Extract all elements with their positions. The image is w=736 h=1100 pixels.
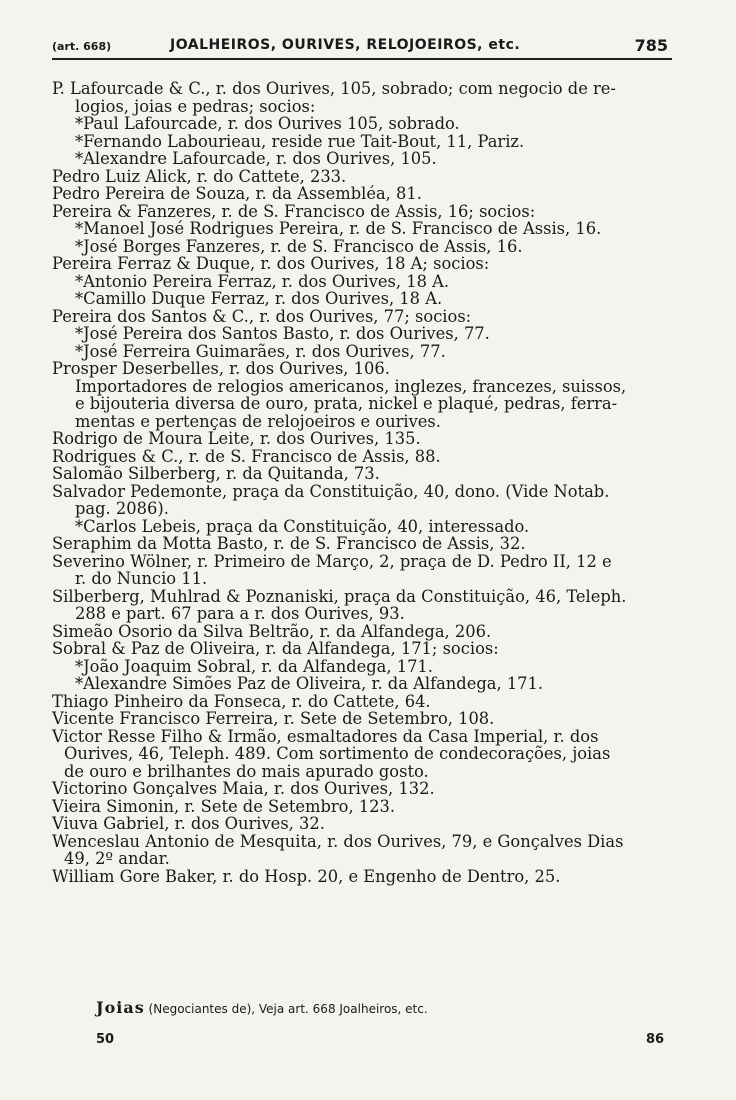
entry-line: Ourives, 46, Teleph. 489. Com sortimento de condecorações, joias [64,744,611,763]
entry-line: *Fernando Labourieau, reside rue Tait-Bout, 11, Pariz. [75,131,525,151]
entry-line: Pedro Pereira de Souza, r. da Assembléa, 81. [52,184,422,203]
entry-line: *João Joaquim Sobral, r. da Alfandega, 171. [75,656,433,676]
entry-line: Viuva Gabriel, r. dos Ourives, 32. [52,814,325,833]
page-title: JOALHEIROS, OURIVES, RELOJOEIROS, etc. [170,37,521,53]
entry-line: Pereira Ferraz & Duque, r. dos Ourives, 18 A; socios: [52,254,490,273]
entry-line: Prosper Deserbelles, r. dos Ourives, 106. [52,359,390,378]
entry-line: 288 e part. 67 para a r. dos Ourives, 93. [75,604,405,623]
entry-line: Simeão Osorio da Silva Beltrão, r. da Alfandega, 206. [52,621,492,641]
entry-line: Pedro Luiz Alick, r. do Cattete, 233. [52,166,347,186]
entry-line: Vicente Francisco Ferreira, r. Sete de Setembro, 108. [52,709,495,728]
entry-line: Salvador Pedemonte, praça da Constituição, 40, dono. (Vide Notab. [52,481,610,501]
page-header [52,34,672,60]
entry-line: Importadores de relogios americanos, inglezes, francezes, suissos, [75,376,627,396]
entry-line: Rodrigues & C., r. de S. Francisco de Assis, 88. [52,446,441,466]
entry-line: Severino Wölner, r. Primeiro de Março, 2, praça de D. Pedro II, 12 e [52,551,612,571]
entry-line: *Manoel José Rodrigues Pereira, r. de S. Francisco de Assis, 16. [75,219,602,238]
entry-line: e bijouteria diversa de ouro, prata, nickel e plaqué, pedras, ferra- [75,394,618,413]
entry-line: pag. 2086). [75,499,169,518]
entry-line: P. Lafourcade & C., r. dos Ourives, 105, sobrado; com negocio de re- [52,79,616,98]
entry-line: logios, joias e pedras; socios: [75,96,316,116]
entry-line: mentas e pertenças de relojoeiros e ourives. [75,411,441,431]
entry-line: William Gore Baker, r. do Hosp. 20, e Engenho de Dentro, 25. [52,866,561,886]
entry-line: *José Ferreira Guimarães, r. dos Ourives, 77. [75,341,446,361]
entry-line: 49, 2º andar. [64,849,170,868]
entry-line: Victor Resse Filho & Irmão, esmaltadores da Casa Imperial, r. dos [52,726,599,746]
signature-mark-left: 50 [96,1032,115,1047]
directory-entries [52,80,692,885]
entry-line: *Alexandre Simões Paz de Oliveira, r. da Alfandega, 171. [75,674,544,693]
entry-line: de ouro e brilhantes do mais apurado gosto. [64,761,429,781]
entry-line: Salomão Silberberg, r. da Quitanda, 73. [52,464,380,483]
entry-line: Pereira dos Santos & C., r. dos Ourives, 77; socios: [52,306,472,326]
entry-line: Wenceslau Antonio de Mesquita, r. dos Ourives, 79, e Gonçalves Dias [52,831,624,851]
entry-line: *Antonio Pereira Ferraz, r. dos Ourives, 18 A. [75,271,450,291]
entry-line: Vieira Simonin, r. Sete de Setembro, 123. [52,796,396,816]
signature-mark-right: 86 [646,1032,665,1047]
entry-line: Victorino Gonçalves Maia, r. dos Ourives, 132. [52,779,435,798]
entry-line: *Camillo Duque Ferraz, r. dos Ourives, 18 A. [75,289,443,308]
page-number: 785 [634,36,668,55]
cross-reference [96,998,428,1017]
entry-line: *Carlos Lebeis, praça da Constituição, 40, interessado. [75,516,530,536]
entry-line: Seraphim da Motta Basto, r. de S. Francisco de Assis, 32. [52,534,526,553]
entry-line: *Paul Lafourcade, r. dos Ourives 105, sobrado. [75,114,460,133]
entry-line: Rodrigo de Moura Leite, r. dos Ourives, 135. [52,429,421,448]
entry-line: *José Pereira dos Santos Basto, r. dos Ourives, 77. [75,324,490,343]
article-reference: (art. 668) [52,40,112,53]
entry-line: Silberberg, Muhlrad & Poznaniski, praça da Constituição, 46, Teleph. [52,586,627,606]
cross-reference-text: (Negociantes de), Veja art. 668 Joalheiros, etc. [148,1002,428,1016]
entry-line: *Alexandre Lafourcade, r. dos Ourives, 105. [75,149,437,168]
entry-line: Pereira & Fanzeres, r. de S. Francisco de Assis, 16; socios: [52,201,536,221]
entry-line: *José Borges Fanzeres, r. de S. Francisco de Assis, 16. [75,236,523,256]
entry-line: Sobral & Paz de Oliveira, r. da Alfandega, 171; socios: [52,639,499,658]
cross-reference-heading: Joias [96,998,145,1017]
entry-line: r. do Nuncio 11. [75,569,208,588]
entry-line: Thiago Pinheiro da Fonseca, r. do Cattete, 64. [52,691,431,711]
